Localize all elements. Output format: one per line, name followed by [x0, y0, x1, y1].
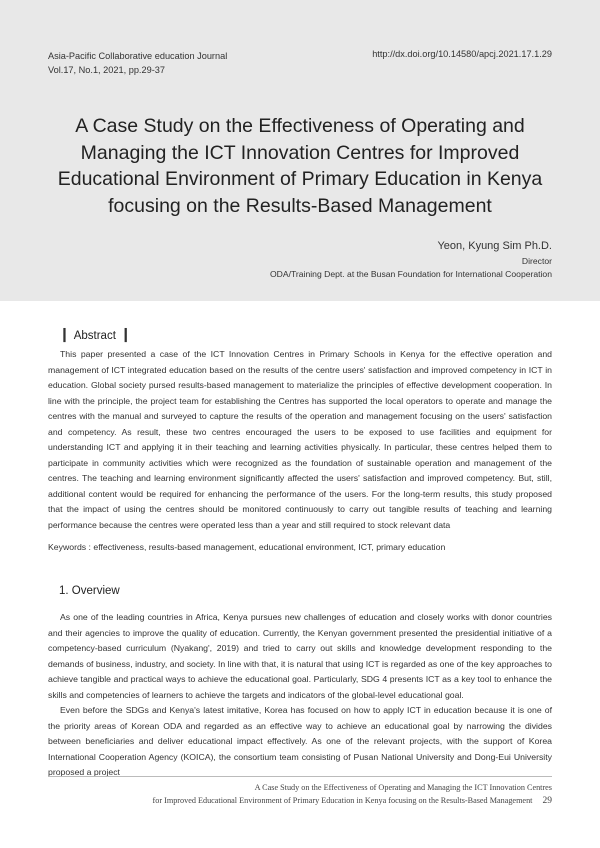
running-title-line: A Case Study on the Effectiveness of Operating and Managing the ICT Innovation Centres: [254, 783, 552, 792]
section-heading-overview: 1. Overview: [59, 585, 120, 597]
running-title-text: for Improved Educational Environment of Primary Education in Kenya focusing on the Results-Based Management: [152, 796, 533, 805]
keywords: [48, 542, 445, 552]
abstract-text: This paper presented a case of the ICT Innovation Centres in Primary Schools in Kenya for the effective operation and management of ICT integrated education based on the results of the centre users' satisfaction and improved competency in ICT in education. Global society pursed results-based management to materialize the principles of effective development cooperation. In line with the principle, the project team for establishing the Centres has supported the local operators to operate and manage the centres with the manual and surveyed to capture the results of the operation and management focusing on the users' satisfaction and competency. As result, these two centres encouraged the users to be exposed to use facilities and equipment for understanding ICT and applying it in their teaching and learning activities physically. In particular, these centres helped them to participate in community activities which were recognized as the foundation of sustainable operation and management of the centres. The teaching and learning environment significantly affected the users' satisfaction and improved competency. But, still, additional content would be required for enhancing the performance of the users. For the long-term results, this study proposed that the impact of using the centres should be monitored continuously to carry out tangible results of teaching and learning performance because the centres were operated less than a year and still required to stock relevant data: [48, 349, 552, 530]
running-title-line: [153, 794, 553, 808]
page-number: 29: [542, 796, 552, 806]
title-line: focusing on the Results-Based Management: [108, 194, 492, 217]
abstract-heading-text: Abstract: [73, 330, 116, 342]
author-block: [270, 238, 552, 281]
footer-divider: [48, 776, 552, 777]
journal-name: Asia-Pacific Collaborative education Journal: [48, 51, 228, 61]
author-name: Yeon, Kyung Sim Ph.D.: [437, 240, 552, 252]
heading-bar-left: ┃: [61, 330, 68, 342]
author-position: Director: [521, 256, 552, 266]
paper-title: [40, 113, 560, 219]
journal-info: [48, 49, 227, 77]
abstract-heading: [61, 328, 129, 342]
heading-bar-right: ┃: [122, 330, 130, 342]
body-paragraph: As one of the leading countries in Africa, Kenya pursues new challenges of education and closely works with donor countries and their agencies to improve the quality of education. Currently, the Kenyan government presented the presidential initiative of a competency-based curriculum (Nyakang', 2019) and tried to carry out skills and knowledge development responding to the demands of business, industry, and society. In line with that, it is natural that using ICT is regarded as one of the key approaches to achieve tangible and practical ways to achieve the educational goal. Particularly, SDG 4 presents ICT as a key tool to enhance the skills and competencies of learners to achieve the targets and indicators of the global-level educational goal.: [48, 612, 552, 700]
volume-info: Vol.17, No.1, 2021, pp.29-37: [48, 65, 165, 75]
title-line: Educational Environment of Primary Education in Kenya: [57, 168, 543, 190]
doi-link[interactable]: http://dx.doi.org/10.14580/apcj.2021.17.1.29: [372, 49, 552, 59]
page-footer: [153, 781, 553, 808]
keywords-label: Keywords :: [48, 542, 91, 552]
keywords-text: effectiveness, results-based management, educational environment, ICT, primary education: [93, 542, 446, 552]
body-paragraph: Even before the SDGs and Kenya's latest imitative, Korea has focused on how to apply ICT in education because it is one of the priority areas of Korean ODA and regarded as an effective way to achieve an educational goal by narrowing the divides between beneficiaries and deliver educational impact effectively. As one of the relevant projects, with the support of Korea International Cooperation Agency (KOICA), the consortium team consisting of Pusan National University and Dong-Eui University proposed a project: [48, 705, 552, 777]
author-affiliation: ODA/Training Dept. at the Busan Foundation for International Cooperation: [269, 269, 552, 279]
overview-body: [48, 610, 552, 781]
title-line: A Case Study on the Effectiveness of Operating and: [75, 115, 525, 137]
title-line: Managing the ICT Innovation Centres for Improved: [80, 141, 520, 164]
